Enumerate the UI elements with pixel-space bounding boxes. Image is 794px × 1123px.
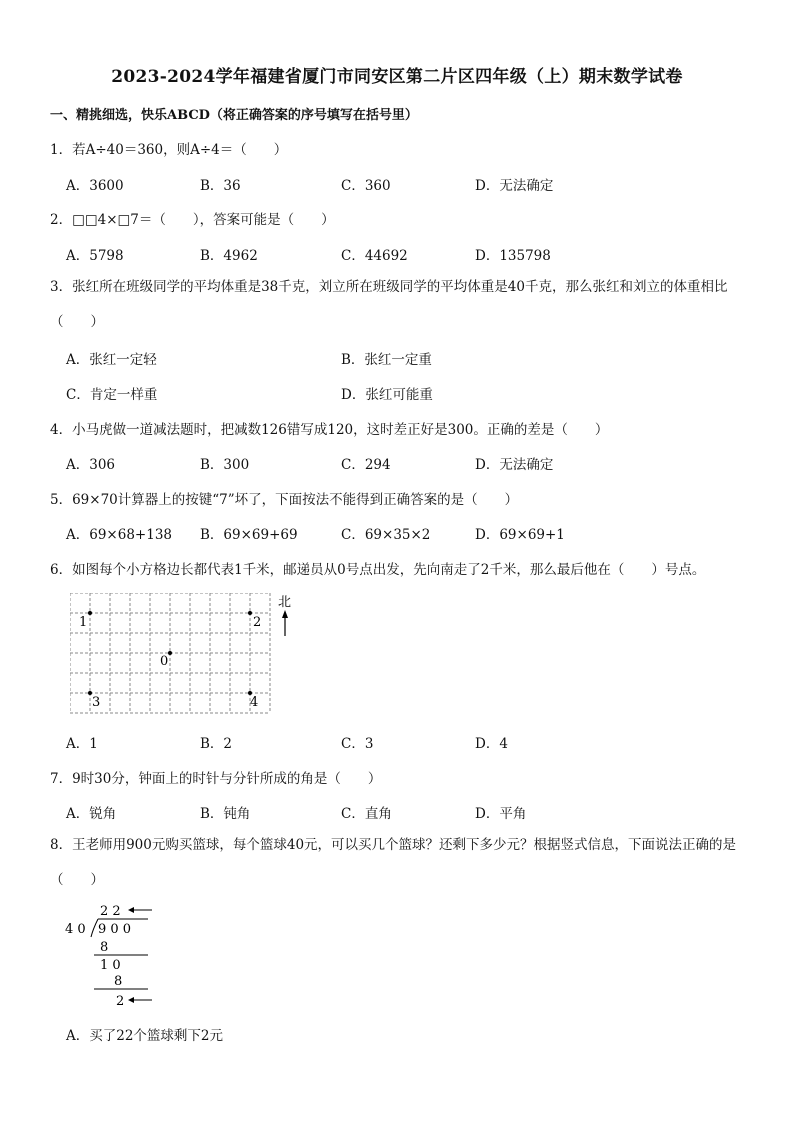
q5-option-c: C．69×35×2: [341, 527, 431, 543]
divisor: 4 0: [65, 922, 86, 937]
step-2: 1 0: [100, 958, 121, 973]
question-5: 5．69×70计算器上的按键“7”坏了，下面按法不能得到正确答案的是（ ）: [50, 492, 519, 508]
q2-option-c: C．44692: [341, 248, 408, 264]
q6-grid-figure: [70, 593, 300, 721]
q1-option-d: D．无法确定: [475, 178, 554, 194]
point-0-dot: [168, 651, 172, 655]
question-7: 7．9时30分，钟面上的时针与分针所成的角是（ ）: [50, 771, 382, 787]
point-2-dot: [248, 611, 252, 615]
north-arrow-icon: [282, 610, 288, 636]
quotient-arrow-icon: [128, 907, 152, 913]
point-0-label: 0: [160, 654, 169, 669]
question-8: 8．王老师用900元购买篮球，每个篮球40元，可以买几个篮球？还剩下多少元？根据竖式信息，下面说法正确的是（ ）: [50, 837, 737, 888]
q7-option-c: C．直角: [341, 806, 392, 822]
q5-option-d: D．69×69+1: [475, 527, 565, 543]
q4-option-a: A．306: [66, 457, 116, 473]
question-6: 6．如图每个小方格边长都代表1千米，邮递员从0号点出发，先向南走了2千米，那么最后他在（ ）号点。: [50, 562, 706, 578]
q1-option-c: C．360: [341, 178, 391, 194]
question-1: 1．若A÷40＝360，则A÷4＝（ ）: [50, 142, 288, 158]
point-3-label: 3: [92, 695, 101, 710]
q3-option-c: C．肯定一样重: [66, 387, 158, 403]
q6-option-b: B．2: [200, 736, 233, 752]
q1-option-a: A．3600: [66, 178, 124, 194]
q3-option-b: B．张红一定重: [341, 352, 432, 368]
step-1: 8: [100, 940, 109, 955]
question-3: 3．张红所在班级同学的平均体重是38千克，刘立所在班级同学的平均体重是40千克，那么张红和刘立的体重相比（ ）: [50, 279, 728, 330]
q4-option-c: C．294: [341, 457, 391, 473]
q6-option-a: A．1: [66, 736, 98, 752]
q2-option-a: A．5798: [66, 248, 124, 264]
remainder-arrow-icon: [128, 997, 152, 1003]
q6-option-d: D．4: [475, 736, 508, 752]
q3-option-d: D．张红可能重: [341, 387, 433, 403]
question-4: 4．小马虎做一道减法题时，把减数126错写成120，这时差正好是300。正确的差是（ ）: [50, 422, 609, 438]
q4-option-d: D．无法确定: [475, 457, 554, 473]
q7-option-b: B．钝角: [200, 806, 251, 822]
step-3: 8: [114, 974, 123, 989]
remainder: 2: [116, 994, 125, 1009]
point-1-label: 1: [79, 615, 88, 630]
q6-option-c: C．3: [341, 736, 374, 752]
q2-option-d: D．135798: [475, 248, 551, 264]
question-2: 2．□□4×□7＝（ ），答案可能是（ ）: [50, 212, 335, 228]
point-4-label: 4: [250, 695, 259, 710]
q5-option-a: A．69×68+138: [66, 527, 172, 543]
point-1-dot: [88, 611, 92, 615]
quotient: 2 2: [100, 904, 121, 919]
section-heading: 一、精挑细选，快乐ABCD（将正确答案的序号填写在括号里）: [50, 108, 418, 123]
q8-long-division: [64, 902, 174, 1014]
page-title: 2023-2024学年福建省厦门市同安区第二片区四年级（上）期末数学试卷: [111, 67, 683, 87]
dividend: 9 0 0: [98, 922, 132, 937]
q4-option-b: B．300: [200, 457, 250, 473]
q5-option-b: B．69×69+69: [200, 527, 298, 543]
q2-option-b: B．4962: [200, 248, 258, 264]
q8-option-a: A．买了22个篮球剩下2元: [66, 1028, 224, 1044]
q3-option-a: A．张红一定轻: [66, 352, 157, 368]
north-label: 北: [278, 595, 292, 610]
q1-option-b: B．36: [200, 178, 241, 194]
q7-option-a: A．锐角: [66, 806, 117, 822]
q7-option-d: D．平角: [475, 806, 527, 822]
point-2-label: 2: [253, 615, 262, 630]
